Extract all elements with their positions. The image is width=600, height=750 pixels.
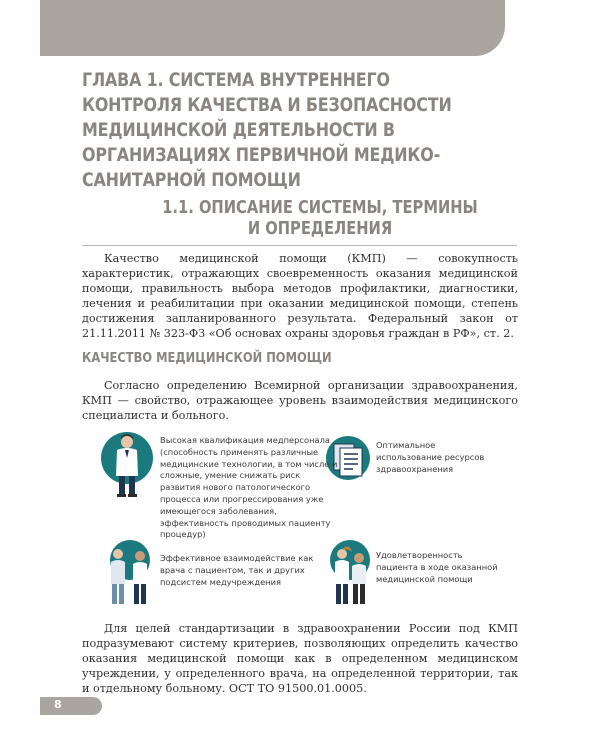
section-title [135, 198, 505, 240]
section-title-line-1: 1.1. ОПИСАНИЕ СИСТЕМЫ, ТЕРМИНЫ [162, 198, 478, 218]
paragraph-definition: Качество медицинской помощи (КМП) — совокупность характеристик, отражающих своевременность оказания медицинской помощи, правильность выбора методов профилактики, диагностики, лечения и реабилитации при оказании медицинской помощи, степень достижения запланированного результата. Федеральный закон от 21.11.2011 № 323-ФЗ «Об основах охраны здоровья граждан в РФ», ст. 2. [82, 252, 518, 340]
header-band [40, 0, 505, 56]
satisfied-patients-icon [322, 538, 376, 608]
infographic-text-interaction: Эффективное взаимодействие как врача с пациентом, так и других подсистем медучреждения [160, 553, 314, 587]
infographic-text-resources: Оптимальное использование ресурсов здравоохранения [376, 440, 485, 474]
section-title-line-2: И ОПРЕДЕЛЕНИЯ [247, 219, 393, 239]
paragraph-who: Согласно определению Всемирной организации здравоохранения, КМП — свойство, отражающее уровень взаимодействия медицинского специалиста и больного. [82, 379, 518, 422]
section-divider [82, 245, 517, 246]
doctor-icon [98, 428, 156, 500]
chapter-title: ГЛАВА 1. СИСТЕМА ВНУТРЕННЕГО КОНТРОЛЯ КАЧЕСТВА И БЕЗОПАСНОСТИ МЕДИЦИНСКОЙ ДЕЯТЕЛЬНОСТИ В ОРГАНИЗАЦИЯХ ПЕРВИЧНОЙ МЕДИКО-САНИТАРНОЙ ПОМОЩИ [82, 70, 452, 191]
page-number-tab [40, 697, 102, 715]
paragraph-standardization: Для целей стандартизации в здравоохранении России под КМП подразумевают систему критериев, позволяющих определить качество оказания медицинской помощи как в определенном медицинском учреждении, у определенного врача, на определенной территории, так и отдельному больному. ОСТ ТО 91500.01.0005. [82, 622, 518, 695]
doctor-patient-icon [100, 538, 158, 608]
infographic-text-satisfaction: Удовлетворенность пациента в ходе оказанной медицинской помощи [376, 550, 498, 584]
infographic-text-qualification: Высокая квалификация медперсонала (способность применять различные медицинские технологии, в том числе и сложные, умение снижать риск развития нового патологического процесса или прогрессирования уже имеющегося заболевания, эффективность проводимых пациенту процедур) [160, 435, 338, 540]
page-number: 8 [54, 698, 62, 711]
subheading: КАЧЕСТВО МЕДИЦИНСКОЙ ПОМОЩИ [82, 350, 332, 366]
